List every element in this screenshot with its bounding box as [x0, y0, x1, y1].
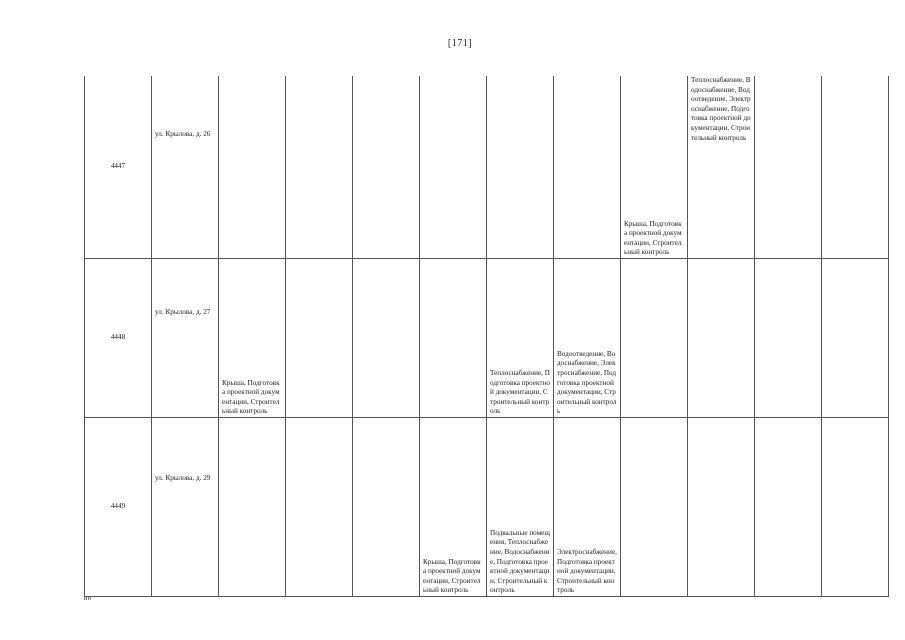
- house-number: 4449: [85, 418, 152, 597]
- repair-schedule-table: [84, 76, 889, 597]
- work-cell: [286, 259, 353, 418]
- work-cell: [554, 76, 621, 259]
- work-cell: Теплоснабжение, Подготовка проектной документации, Строительный контроль: [487, 259, 554, 418]
- work-cell: [621, 418, 688, 597]
- table-row: [85, 76, 889, 259]
- work-cell: [755, 259, 822, 418]
- work-cell: [420, 76, 487, 259]
- work-cell: Водоотведение, Водоснабжение, Электроснабжение, Подготовка проектной документации, Строительный контроль: [554, 259, 621, 418]
- work-cell: [353, 76, 420, 259]
- work-cell: [822, 259, 889, 418]
- work-cell: [621, 259, 688, 418]
- house-address: ул. Крылова, д. 29: [152, 418, 219, 597]
- table-row: [85, 418, 889, 597]
- work-cell: Крыша, Подготовка проектной документации, Строительный контроль: [219, 259, 286, 418]
- footer-mark: ин: [84, 596, 92, 602]
- work-cell: [755, 76, 822, 259]
- house-address: ул. Крылова, д. 27: [152, 259, 219, 418]
- table-row: [85, 259, 889, 418]
- work-cell: Электроснабжение, Подготовка проектной документации, Строительный контроль: [554, 418, 621, 597]
- house-address: ул. Крылова, д. 26: [152, 76, 219, 259]
- work-cell: [755, 418, 822, 597]
- house-number: 4447: [85, 76, 152, 259]
- work-cell: [286, 418, 353, 597]
- work-cell: [420, 259, 487, 418]
- house-number: 4448: [85, 259, 152, 418]
- work-cell: [688, 259, 755, 418]
- work-cell: Подвальные помещения, Теплоснабжение, Водоснабжение, Подготовка проектной документации, Строительный контроль: [487, 418, 554, 597]
- work-cell: [286, 76, 353, 259]
- work-cell: [219, 418, 286, 597]
- work-cell: [688, 418, 755, 597]
- work-cell: Крыша, Подготовка проектной документации, Строительный контроль: [420, 418, 487, 597]
- work-cell: [822, 76, 889, 259]
- work-cell: [353, 418, 420, 597]
- work-cell: [353, 259, 420, 418]
- work-cell: Крыша, Подготовка проектной документации, Строительный контроль: [621, 76, 688, 259]
- work-cell: [487, 76, 554, 259]
- work-cell: Теплоснабжение, Водоснабжение, Водоотведение, Электроснабжение, Подготовка проектной документации, Строительный контроль: [688, 76, 755, 259]
- work-cell: [219, 76, 286, 259]
- page-number: [171]: [447, 38, 473, 49]
- work-cell: [822, 418, 889, 597]
